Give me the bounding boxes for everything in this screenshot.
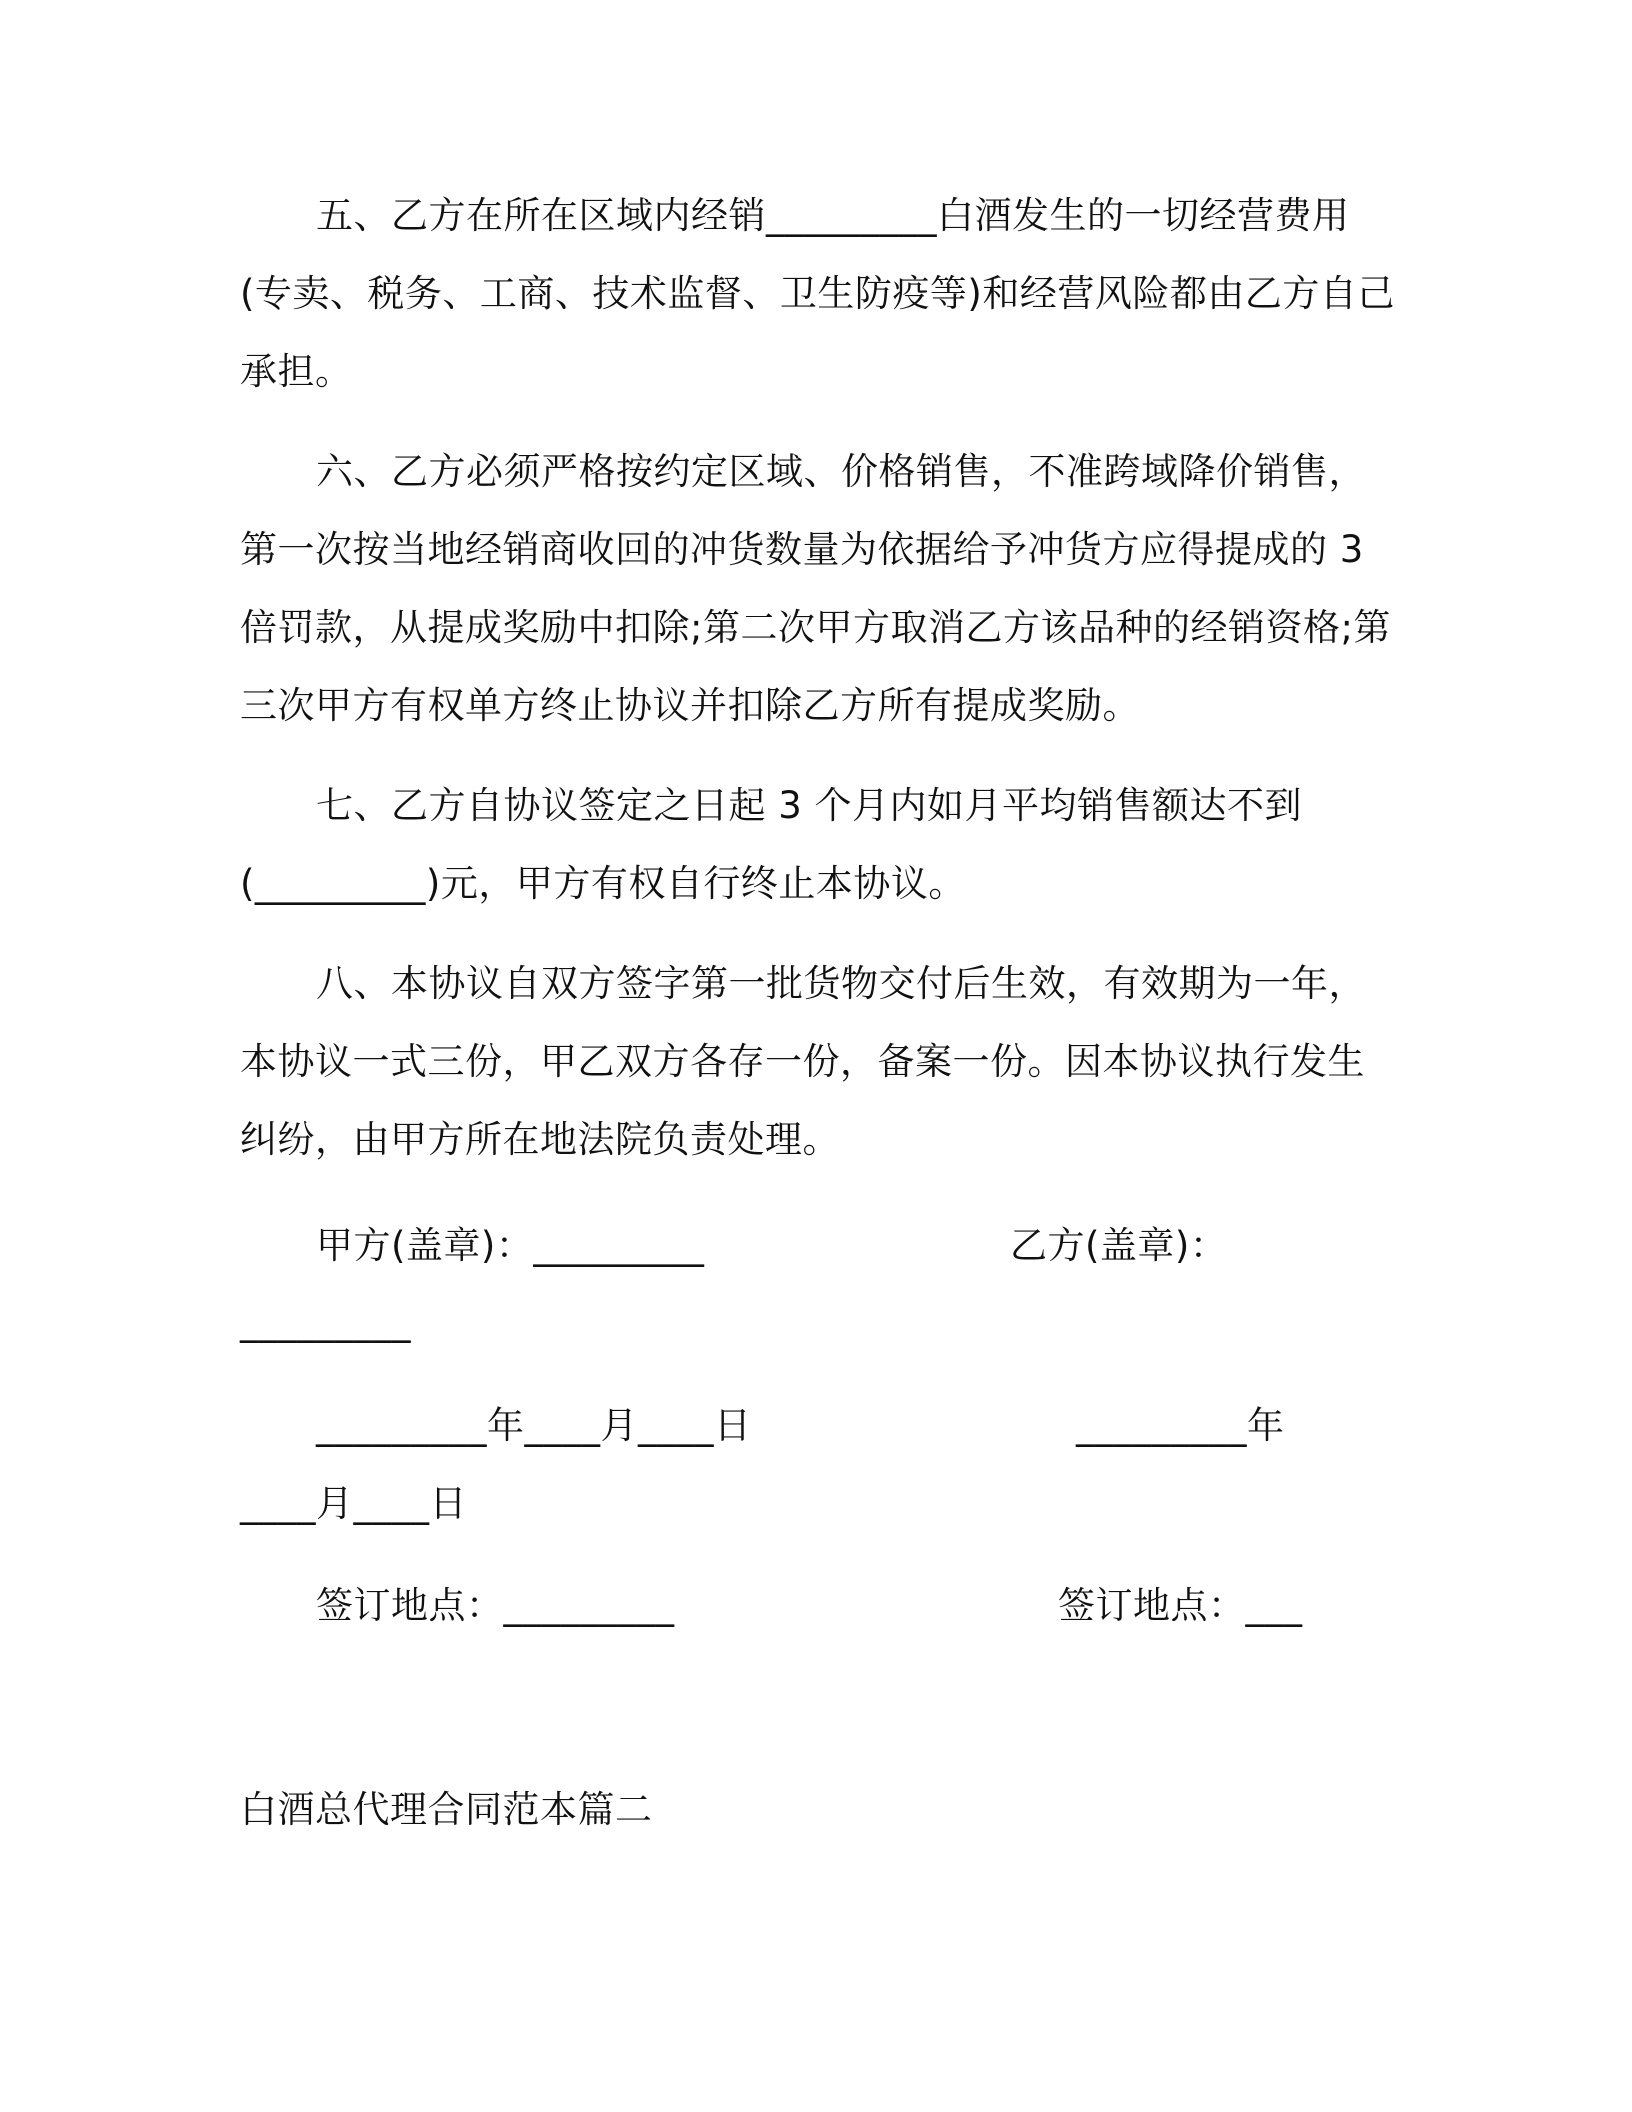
clause-6-line-1: 六、乙方必须严格按约定区域、价格销售，不准跨域降价销售， <box>316 450 1366 493</box>
party-b-date: _________年 <box>1076 1404 1285 1447</box>
clause-7-line-2: (_________)元，甲方有权自行终止本协议。 <box>240 862 966 905</box>
clause-7-line-1: 七、乙方自协议签定之日起 3 个月内如月平均销售额达不到 <box>316 784 1303 827</box>
party-b-place: 签订地点：___ <box>1058 1584 1303 1627</box>
clause-6-line-2: 第一次按当地经销商收回的冲货数量为依据给予冲货方应得提成的 3 <box>240 528 1364 571</box>
party-a-place: 签订地点：_________ <box>316 1584 675 1627</box>
clause-5-line-2: (专卖、税务、工商、技术监督、卫生防疫等)和经营风险都由乙方自己 <box>240 272 1395 315</box>
clause-8-line-1: 八、本协议自双方签字第一批货物交付后生效，有效期为一年， <box>316 962 1366 1005</box>
next-section-title: 白酒总代理合同范本篇二 <box>240 1788 653 1831</box>
party-b-date-cont: ____月____日 <box>240 1482 467 1525</box>
clause-8-line-3: 纠纷，由甲方所在地法院负责处理。 <box>240 1118 840 1161</box>
clause-5-line-3: 承担。 <box>240 350 353 393</box>
party-b-seal-blank: _________ <box>240 1300 411 1343</box>
clause-6-line-3: 倍罚款，从提成奖励中扣除;第二次甲方取消乙方该品种的经销资格;第 <box>240 606 1391 649</box>
party-a-seal: 甲方(盖章)：_________ <box>316 1224 705 1267</box>
clause-6-line-4: 三次甲方有权单方终止协议并扣除乙方所有提成奖励。 <box>240 684 1140 727</box>
party-a-date: _________年____月____日 <box>316 1404 752 1447</box>
clause-8-line-2: 本协议一式三份，甲乙双方各存一份，备案一份。因本协议执行发生 <box>240 1040 1365 1083</box>
party-b-seal: 乙方(盖章)： <box>1010 1224 1228 1267</box>
clause-5-line-1: 五、乙方在所在区域内经销_________白酒发生的一切经营费用 <box>316 194 1350 237</box>
